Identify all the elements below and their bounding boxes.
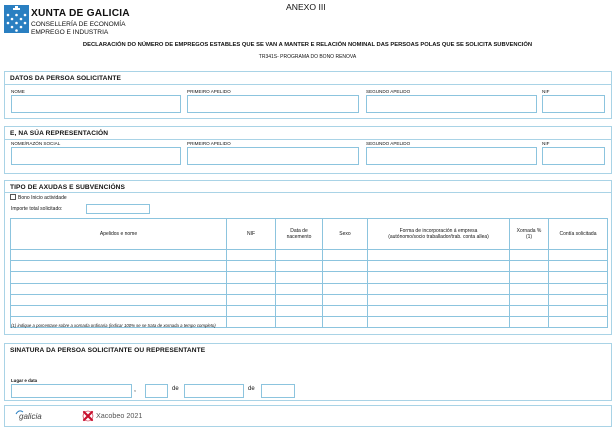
divider: [4, 139, 612, 140]
col-header-form-line2: (autónomo/socio traballador/trab. conta allea): [388, 234, 489, 240]
rep-surname1-label: PRIMEIRO APELIDO: [187, 141, 231, 146]
table-row: [11, 283, 608, 294]
cell-amount[interactable]: [549, 317, 608, 328]
cell-amount[interactable]: [549, 305, 608, 316]
applicant-surname1-input[interactable]: [187, 95, 359, 113]
cell-nif[interactable]: [227, 250, 276, 261]
cell-workday-percent[interactable]: [510, 317, 549, 328]
cell-sex[interactable]: [323, 250, 368, 261]
cell-workday-percent[interactable]: [510, 250, 549, 261]
col-header-sex: Sexo: [323, 219, 368, 250]
cell-amount[interactable]: [549, 250, 608, 261]
cell-incorporation-form[interactable]: [368, 305, 510, 316]
cell-birth-date[interactable]: [276, 272, 323, 283]
dept-line-1: CONSELLERÍA DE ECONOMÍA: [31, 21, 126, 28]
col-header-birth-line1: Data de: [290, 228, 308, 234]
cell-amount[interactable]: [549, 294, 608, 305]
cell-name[interactable]: [11, 250, 227, 261]
cell-birth-date[interactable]: [276, 283, 323, 294]
table-body: [11, 250, 608, 328]
table-row: [11, 305, 608, 316]
xacobeo-x-icon: [82, 410, 94, 422]
cell-sex[interactable]: [323, 294, 368, 305]
de-separator-2: de: [248, 386, 255, 392]
form-subtitle: TR341S- PROGRAMA DO BONO RENOVA: [258, 54, 357, 60]
amount-label: Importe total solicitado:: [11, 206, 63, 212]
bono-inicio-label: Bono Inicio actividade: [18, 195, 67, 201]
col-header-hours-line1: Xornada %: [516, 228, 542, 234]
form-title: DECLARACIÓN DO NÚMERO DE EMPREGOS ESTABLES QUE SE VAN A MANTER E RELACIÓN NOMINAL DAS PERSOAS POLAS QUE SE SOLICITA SUBVENCIÓN: [82, 42, 533, 48]
rep-surname1-input[interactable]: [187, 147, 359, 165]
galicia-brand-icon: [15, 408, 47, 422]
xacobeo-logo: [82, 409, 152, 423]
col-header-hours: [510, 219, 549, 250]
employees-table: [10, 218, 608, 328]
table-header-row: [11, 219, 608, 250]
table-footnote: (1) indique a porcentaxe sobre a xornada ordinaria (indicar 100% se se trata de xornada a tempo completo): [11, 323, 216, 328]
amount-input[interactable]: [86, 204, 150, 214]
applicant-section-title: DATOS DA PERSOA SOLICITANTE: [10, 75, 122, 82]
cell-incorporation-form[interactable]: [368, 317, 510, 328]
cell-nif[interactable]: [227, 283, 276, 294]
cell-sex[interactable]: [323, 305, 368, 316]
col-header-nif: NIF: [227, 219, 276, 250]
applicant-nif-input[interactable]: [542, 95, 605, 113]
cell-nif[interactable]: [227, 261, 276, 272]
applicant-nif-label: NIF: [542, 89, 550, 94]
cell-name[interactable]: [11, 272, 227, 283]
cell-workday-percent[interactable]: [510, 305, 549, 316]
col-header-form-line1: Forma de incorporación á empresa: [399, 228, 478, 234]
divider: [4, 84, 612, 85]
col-header-hours-line2: (1): [525, 234, 533, 240]
cell-name[interactable]: [11, 261, 227, 272]
rep-surname2-input[interactable]: [366, 147, 537, 165]
cell-incorporation-form[interactable]: [368, 250, 510, 261]
table-row: [11, 272, 608, 283]
col-header-birth: [276, 219, 323, 250]
cell-birth-date[interactable]: [276, 317, 323, 328]
applicant-name-input[interactable]: [11, 95, 181, 113]
signature-section-title: SINATURA DA PERSOA SOLICITANTE OU REPRESENTANTE: [10, 347, 206, 354]
col-header-form: [368, 219, 510, 250]
month-input[interactable]: [184, 384, 244, 398]
cell-incorporation-form[interactable]: [368, 261, 510, 272]
xunta-emblem-icon: [4, 5, 29, 33]
xacobeo-text: Xacobeo 2021: [96, 411, 143, 420]
cell-workday-percent[interactable]: [510, 261, 549, 272]
rep-name-input[interactable]: [11, 147, 181, 165]
applicant-surname2-label: SEGUNDO APELIDO: [366, 89, 411, 94]
cell-sex[interactable]: [323, 283, 368, 294]
representative-section-title: E, NA SÚA REPRESENTACIÓN: [10, 130, 109, 137]
cell-nif[interactable]: [227, 317, 276, 328]
table-row: [11, 250, 608, 261]
cell-nif[interactable]: [227, 305, 276, 316]
cell-birth-date[interactable]: [276, 305, 323, 316]
col-header-name: Apelidos e nome: [11, 219, 227, 250]
place-date-label: Lugar e data: [11, 378, 38, 383]
rep-nif-label: NIF: [542, 141, 550, 146]
cell-birth-date[interactable]: [276, 261, 323, 272]
place-input[interactable]: [11, 384, 132, 398]
cell-workday-percent[interactable]: [510, 294, 549, 305]
comma-separator: ,: [134, 386, 136, 393]
aid-section-title: TIPO DE AXUDAS E SUBVENCIÓNS: [10, 184, 126, 191]
rep-surname2-label: SEGUNDO APELIDO: [366, 141, 411, 146]
xunta-logo: [4, 5, 29, 33]
cell-incorporation-form[interactable]: [368, 283, 510, 294]
cell-sex[interactable]: [323, 272, 368, 283]
col-header-birth-line2: nacemento: [286, 234, 312, 240]
applicant-surname1-label: PRIMEIRO APELIDO: [187, 89, 231, 94]
divider: [4, 192, 612, 193]
cell-workday-percent[interactable]: [510, 272, 549, 283]
cell-birth-date[interactable]: [276, 294, 323, 305]
cell-name[interactable]: [11, 305, 227, 316]
cell-amount[interactable]: [549, 272, 608, 283]
col-header-amount: Contía solicitada: [549, 219, 608, 250]
table-row: [11, 294, 608, 305]
rep-nif-input[interactable]: [542, 147, 605, 165]
cell-name[interactable]: [11, 283, 227, 294]
de-separator-1: de: [172, 386, 179, 392]
cell-amount[interactable]: [549, 261, 608, 272]
day-input[interactable]: [145, 384, 168, 398]
cell-nif[interactable]: [227, 272, 276, 283]
org-name: XUNTA DE GALICIA: [31, 8, 130, 19]
svg-text:galicia: galicia: [19, 412, 42, 421]
cell-workday-percent[interactable]: [510, 283, 549, 294]
bono-inicio-checkbox[interactable]: [10, 194, 16, 200]
applicant-surname2-input[interactable]: [366, 95, 537, 113]
cell-birth-date[interactable]: [276, 250, 323, 261]
cell-nif[interactable]: [227, 294, 276, 305]
cell-incorporation-form[interactable]: [368, 294, 510, 305]
cell-sex[interactable]: [323, 261, 368, 272]
year-input[interactable]: [261, 384, 295, 398]
applicant-name-label: NOME: [11, 89, 25, 94]
cell-name[interactable]: [11, 294, 227, 305]
cell-incorporation-form[interactable]: [368, 272, 510, 283]
table-row: [11, 261, 608, 272]
cell-amount[interactable]: [549, 283, 608, 294]
dept-line-2: EMPREGO E INDUSTRIA: [31, 29, 109, 36]
galicia-logo: [15, 408, 47, 422]
rep-name-label: NOME/RAZÓN SOCIAL: [11, 141, 61, 146]
cell-sex[interactable]: [323, 317, 368, 328]
annex-label: ANEXO III: [286, 2, 326, 12]
